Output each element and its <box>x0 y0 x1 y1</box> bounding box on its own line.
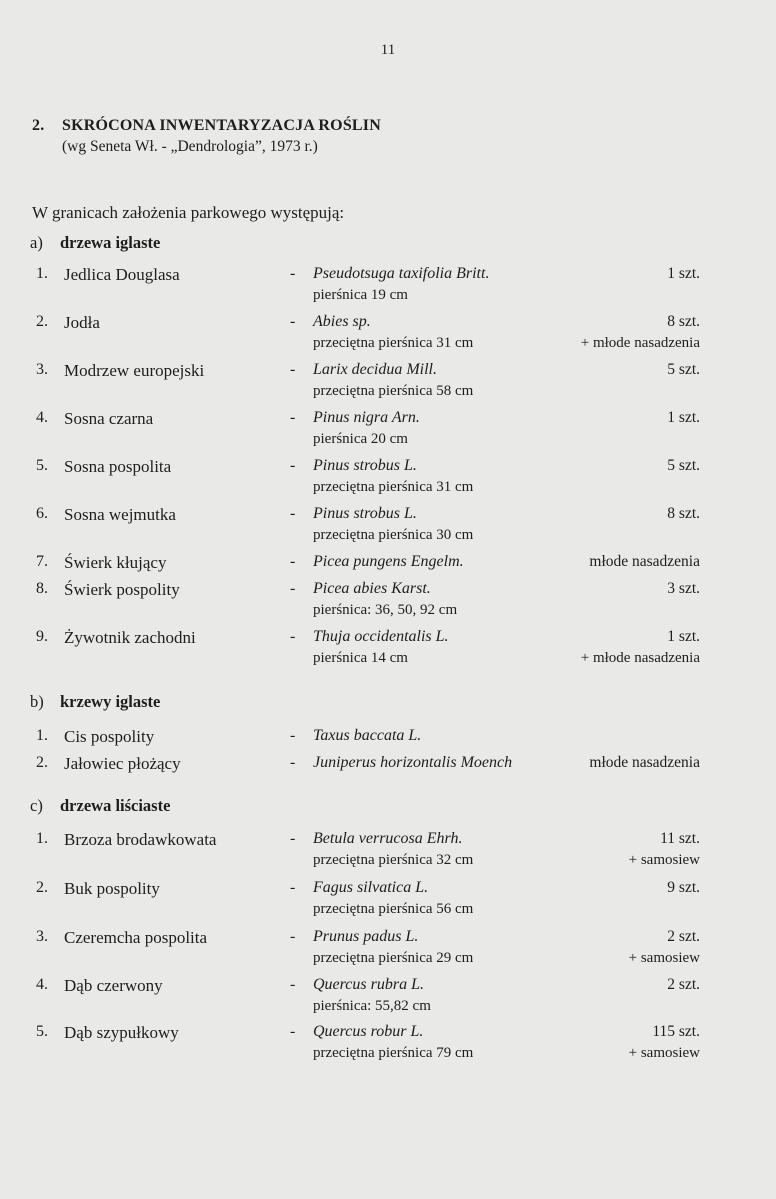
latin-name: Pinus nigra Arn. <box>313 409 420 426</box>
section-heading <box>32 117 381 135</box>
polish-name: Jałowiec płożący <box>64 754 181 773</box>
latin-name: Thuja occidentalis L. <box>313 628 449 645</box>
count-extra: + samosiew <box>628 852 700 868</box>
list-item <box>0 628 776 676</box>
list-item <box>0 580 776 628</box>
count-extra: + młode nasadzenia <box>580 650 700 666</box>
polish-name: Cis pospolity <box>64 727 155 746</box>
measurement: przeciętna pierśnica 31 cm <box>313 479 474 495</box>
list-item <box>0 265 776 313</box>
latin-name: Prunus padus L. <box>313 928 419 945</box>
item-number: 1. <box>36 727 48 744</box>
measurement: przeciętna pierśnica 58 cm <box>313 383 474 399</box>
count: 8 szt. <box>667 505 700 522</box>
dash: - <box>290 830 296 847</box>
polish-name: Sosna wejmutka <box>64 505 176 524</box>
dash: - <box>290 727 296 744</box>
heading-number: 2. <box>32 117 45 134</box>
measurement: przeciętna pierśnica 79 cm <box>313 1045 474 1061</box>
count: 1 szt. <box>667 409 700 426</box>
list-item <box>0 505 776 553</box>
polish-name: Czeremcha pospolita <box>64 928 208 947</box>
heading-title: SKRÓCONA INWENTARYZACJA ROŚLIN <box>62 117 381 134</box>
count: młode nasadzenia <box>589 754 700 771</box>
dash: - <box>290 928 296 945</box>
count: 2 szt. <box>667 976 700 993</box>
polish-name: Jedlica Douglasa <box>64 265 180 284</box>
page-number: 11 <box>380 42 396 58</box>
section-title-c <box>30 796 170 816</box>
dash: - <box>290 457 296 474</box>
latin-name: Pinus strobus L. <box>313 505 417 522</box>
measurement: przeciętna pierśnica 31 cm <box>313 335 474 351</box>
polish-name: Dąb czerwony <box>64 976 163 995</box>
dash: - <box>290 628 296 645</box>
item-number: 3. <box>36 361 48 378</box>
count: 3 szt. <box>667 580 700 597</box>
count: 9 szt. <box>667 879 700 896</box>
dash: - <box>290 265 296 282</box>
polish-name: Modrzew europejski <box>64 361 205 380</box>
section-letter: b) <box>30 692 44 711</box>
count: 8 szt. <box>667 313 700 330</box>
count-extra: + samosiew <box>628 1045 700 1061</box>
measurement: pierśnica 19 cm <box>313 287 408 303</box>
polish-name: Brzoza brodawkowata <box>64 830 217 849</box>
item-number: 4. <box>36 976 48 993</box>
latin-name: Quercus rubra L. <box>313 976 424 993</box>
count-extra: + samosiew <box>628 950 700 966</box>
item-number: 1. <box>36 830 48 847</box>
item-number: 2. <box>36 313 48 330</box>
dash: - <box>290 1023 296 1040</box>
list-item <box>0 928 776 976</box>
section-name: drzewa iglaste <box>60 233 161 252</box>
list-item <box>0 754 776 802</box>
latin-name: Betula verrucosa Ehrh. <box>313 830 463 847</box>
count: 115 szt. <box>652 1023 700 1040</box>
polish-name: Buk pospolity <box>64 879 160 898</box>
item-number: 4. <box>36 409 48 426</box>
dash: - <box>290 361 296 378</box>
polish-name: Sosna pospolita <box>64 457 172 476</box>
measurement: pierśnica 20 cm <box>313 431 408 447</box>
item-number: 2. <box>36 879 48 896</box>
section-letter: c) <box>30 796 43 815</box>
section-name: krzewy iglaste <box>60 692 161 711</box>
measurement: pierśnica: 55,82 cm <box>313 998 431 1014</box>
intro-text: W granicach założenia parkowego występują: <box>32 203 345 222</box>
latin-name: Picea abies Karst. <box>313 580 431 597</box>
latin-name: Taxus baccata L. <box>313 727 422 744</box>
list-item <box>0 830 776 878</box>
dash: - <box>290 553 296 570</box>
count: 11 szt. <box>660 830 700 847</box>
polish-name: Jodła <box>64 313 100 332</box>
polish-name: Sosna czarna <box>64 409 154 428</box>
list-item <box>0 313 776 361</box>
latin-name: Juniperus horizontalis Moench <box>313 754 513 771</box>
latin-name: Abies sp. <box>313 313 371 330</box>
dash: - <box>290 580 296 597</box>
polish-name: Świerk kłujący <box>64 553 167 572</box>
section-name: drzewa liściaste <box>60 796 171 815</box>
measurement: przeciętna pierśnica 29 cm <box>313 950 474 966</box>
latin-name: Picea pungens Engelm. <box>313 553 464 570</box>
polish-name: Dąb szypułkowy <box>64 1023 179 1042</box>
list-item <box>0 1023 776 1071</box>
measurement: przeciętna pierśnica 30 cm <box>313 527 474 543</box>
item-number: 8. <box>36 580 48 597</box>
dash: - <box>290 313 296 330</box>
count: 5 szt. <box>667 457 700 474</box>
list-item <box>0 409 776 457</box>
heading-source: (wg Seneta Wł. - „Dendrologia”, 1973 r.) <box>62 138 318 155</box>
item-number: 5. <box>36 1023 48 1040</box>
measurement: pierśnica: 36, 50, 92 cm <box>313 602 458 618</box>
count: 1 szt. <box>667 265 700 282</box>
list-item <box>0 879 776 927</box>
measurement: przeciętna pierśnica 32 cm <box>313 852 474 868</box>
dash: - <box>290 754 296 771</box>
latin-name: Pseudotsuga taxifolia Britt. <box>313 265 490 282</box>
latin-name: Pinus strobus L. <box>313 457 417 474</box>
dash: - <box>290 505 296 522</box>
measurement: przeciętna pierśnica 56 cm <box>313 901 474 917</box>
item-number: 5. <box>36 457 48 474</box>
count: młode nasadzenia <box>589 553 700 570</box>
item-number: 1. <box>36 265 48 282</box>
section-letter: a) <box>30 233 43 252</box>
item-number: 3. <box>36 928 48 945</box>
count: 2 szt. <box>667 928 700 945</box>
list-item <box>0 457 776 505</box>
section-title-a <box>30 233 160 253</box>
section-title-b <box>30 692 160 712</box>
latin-name: Quercus robur L. <box>313 1023 424 1040</box>
item-number: 2. <box>36 754 48 771</box>
dash: - <box>290 976 296 993</box>
list-item <box>0 976 776 1024</box>
item-number: 9. <box>36 628 48 645</box>
polish-name: Świerk pospolity <box>64 580 180 599</box>
polish-name: Żywotnik zachodni <box>64 628 196 647</box>
count: 1 szt. <box>667 628 700 645</box>
list-item <box>0 361 776 409</box>
latin-name: Larix decidua Mill. <box>313 361 437 378</box>
item-number: 7. <box>36 553 48 570</box>
measurement: pierśnica 14 cm <box>313 650 408 666</box>
count: 5 szt. <box>667 361 700 378</box>
item-number: 6. <box>36 505 48 522</box>
dash: - <box>290 879 296 896</box>
dash: - <box>290 409 296 426</box>
latin-name: Fagus silvatica L. <box>313 879 429 896</box>
count-extra: + młode nasadzenia <box>580 335 700 351</box>
